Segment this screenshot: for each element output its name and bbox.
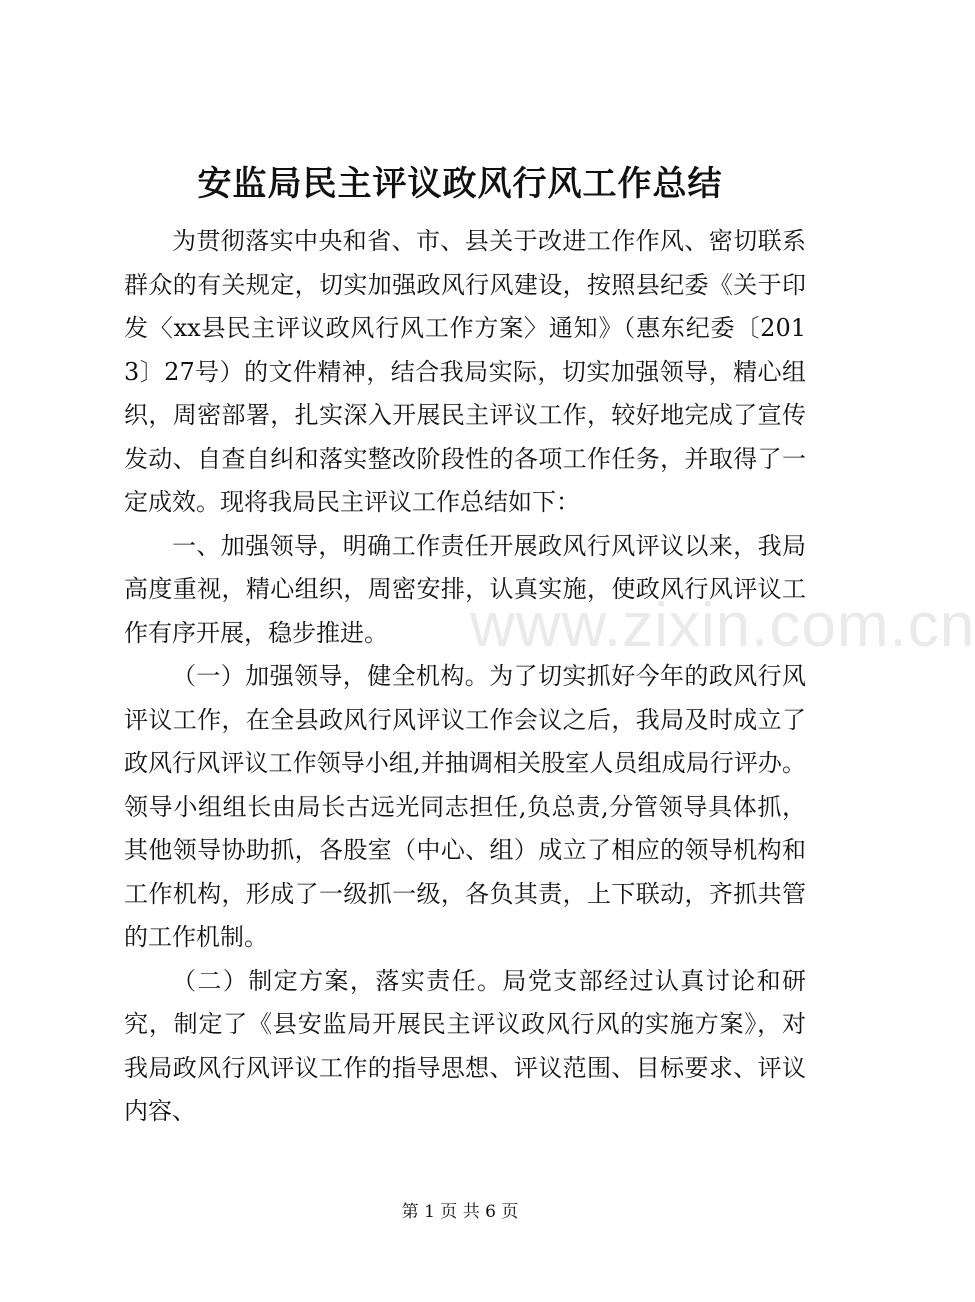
document-title: 安监局民主评议政风行风工作总结 [197, 164, 723, 204]
page-footer: 第 1 页 共 6 页 [401, 1202, 519, 1222]
document-body [124, 220, 806, 1134]
paragraph-section-1: 一、加强领导，明确工作责任开展政风行风评议以来，我局高度重视，精心组织，周密安排，认真实施，使政风行风评议工作有序开展，稳步推进。 [124, 531, 806, 647]
paragraph-intro: 为贯彻落实中央和省、市、县关于改进工作作风、密切联系群众的有关规定，切实加强政风行风建设，按照县纪委《关于印发〈xx县民主评议政风行风工作方案〉通知》（惠东纪委〔2013〕27号）的文件精神，结合我局实际，切实加强领导，精心组织，周密部署，扎实深入开展民主评议工作，较好地完成了宣传发动、自查自纠和落实整改阶段性的各项工作任务，并取得了一定成效。现将我局民主评议工作总结如下： [124, 227, 806, 516]
paragraph-subsection-2: （二）制定方案，落实责任。局党支部经过认真讨论和研究，制定了《县安监局开展民主评议政风行风的实施方案》，对我局政风行风评议工作的指导思想、评议范围、目标要求、评议内容、 [124, 966, 806, 1125]
watermark: www.zixin.com.cn [470, 591, 975, 660]
paragraph-subsection-1: （一）加强领导，健全机构。为了切实抓好今年的政风行风评议工作，在全县政风行风评议工作会议之后，我局及时成立了政风行风评议工作领导小组,并抽调相关股室人员组成局行评办。领导小组组长由局长古远光同志担任,负总责,分管领导具体抓，其他领导协助抓，各股室（中心、组）成立了相应的领导机构和工作机构，形成了一级抓一级，各负其责，上下联动，齐抓共管的工作机制。 [124, 662, 806, 951]
